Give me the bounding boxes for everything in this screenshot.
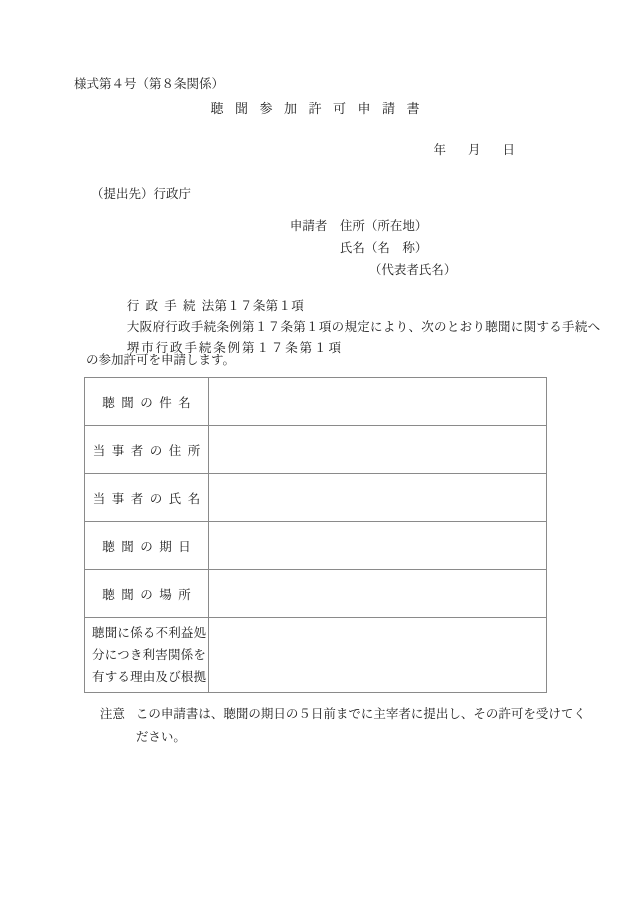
footnote-line-1-text: この申請書は、聴聞の期日の５日前までに主宰者に提出し、その許可を受けてく	[135, 705, 586, 721]
row-label-cell-reason	[85, 618, 209, 693]
applicant-address-label: 住所（所在地）	[339, 217, 428, 233]
row-label-text-line-1: 聴聞に係る不利益処	[92, 625, 207, 640]
footnote-line-2	[76, 718, 576, 744]
row-value-cell[interactable]	[209, 378, 547, 426]
law-line-2-text: 大阪府行政手続条例第１７条第１項の規定により、次のとおり聴聞に関する手続へ	[126, 318, 601, 334]
applicant-representative-row	[266, 251, 457, 277]
row-label-text: 聴聞の件名	[102, 394, 198, 410]
law-citation-block	[86, 287, 601, 355]
table-row	[85, 570, 547, 618]
row-label-cell	[85, 474, 209, 522]
applicant-name-label: 氏名（名 称）	[339, 239, 428, 255]
row-label-text: 当事者の住所	[92, 442, 207, 458]
law-line-1-prefix: 行政手続	[126, 297, 202, 313]
applicant-heading: 申請者	[289, 217, 328, 233]
row-value-cell[interactable]	[209, 426, 547, 474]
law-citation-line-1	[86, 287, 600, 313]
row-label-cell	[85, 426, 209, 474]
row-value-cell[interactable]	[209, 570, 547, 618]
applicant-name-row	[266, 229, 456, 255]
table-row	[85, 474, 547, 522]
table-row	[85, 426, 547, 474]
footnote-line-1	[76, 695, 586, 721]
row-label-text: 聴聞の場所	[102, 586, 198, 602]
applicant-address-row	[266, 207, 456, 233]
law-line-3-text: 堺市行政手続条例第１７条第１項	[126, 339, 343, 355]
row-value-cell-reason[interactable]	[209, 618, 547, 693]
row-label-cell	[85, 378, 209, 426]
row-value-cell[interactable]	[209, 522, 547, 570]
row-label-cell	[85, 522, 209, 570]
applicant-representative-label: （代表者氏名）	[368, 261, 457, 277]
applicant-block	[266, 207, 457, 277]
row-label-text: 当事者の氏名	[92, 490, 207, 506]
table-row	[85, 522, 547, 570]
date-line: 年月日	[433, 142, 537, 157]
footnote-heading: 注意	[99, 705, 125, 721]
row-label-cell	[85, 570, 209, 618]
law-citation-closing: の参加許可を申請します。	[86, 352, 236, 367]
document-title: 聴聞参加許可申請書	[210, 102, 431, 117]
row-label-text-line-2: 分につき利害関係を	[92, 647, 207, 662]
row-label-text: 聴聞の期日	[102, 538, 198, 554]
form-number: 様式第４号（第８条関係）	[74, 76, 225, 91]
application-form-table	[84, 377, 547, 693]
row-value-cell[interactable]	[209, 474, 547, 522]
table-row	[85, 378, 547, 426]
table-row-reason	[85, 618, 547, 693]
submit-to-line: （提出先）行政庁	[91, 186, 192, 201]
footnote-line-2-text: ださい。	[135, 728, 186, 744]
footnote-block	[76, 695, 586, 744]
row-label-text-line-3: 有する理由及び根拠	[92, 669, 207, 684]
law-line-1-suffix: 法第１７条第１項	[201, 297, 305, 313]
